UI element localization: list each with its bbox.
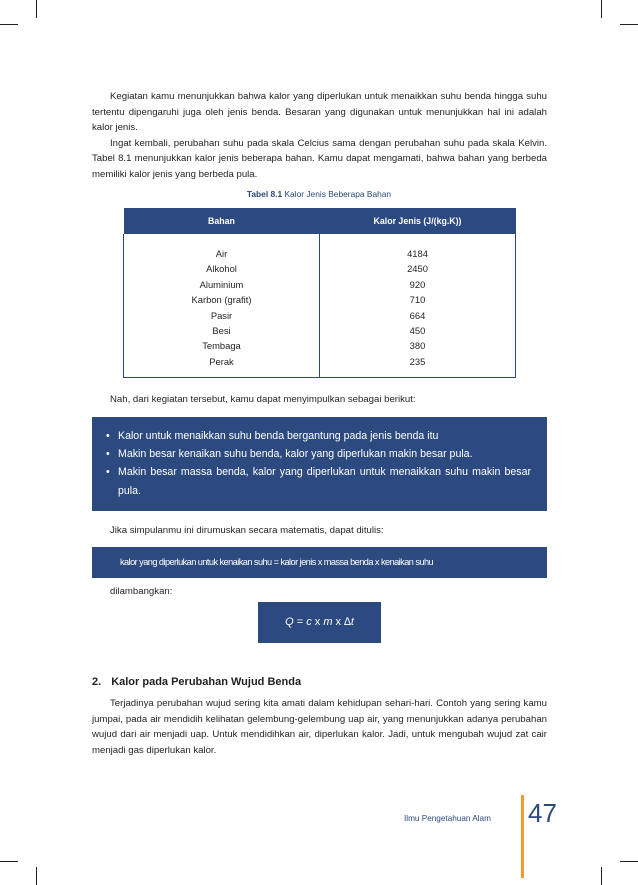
- crop-mark: [601, 867, 602, 885]
- equation-c: c: [306, 616, 312, 628]
- word-formula-box: kalor yang diperlukan untuk kenaikan suhu = kalor jenis x massa benda x kenaikan suhu: [92, 547, 547, 578]
- table-cell: Tembaga: [202, 340, 241, 352]
- summary-point-text: Kalor untuk menaikkan suhu benda bergantung pada jenis benda itu: [118, 430, 439, 442]
- equation-q: Q: [285, 616, 294, 628]
- table-cell: Aluminium: [199, 278, 244, 290]
- summary-box: [92, 417, 547, 511]
- symbol-intro: [92, 584, 547, 600]
- table-cell: 710: [409, 294, 426, 306]
- table-cell: 2450: [407, 263, 428, 275]
- summary-list: [106, 427, 531, 500]
- bullet: •: [106, 466, 110, 479]
- footer-subject: Ilmu Pengetahuan Alam: [404, 814, 491, 823]
- footer-divider: [521, 795, 524, 878]
- table-cell: 380: [409, 340, 426, 352]
- bullet: •: [106, 448, 110, 461]
- equation-times: x: [311, 616, 324, 628]
- equation-times: x: [332, 616, 345, 628]
- summary-point: [106, 463, 531, 499]
- column-header-specific-heat: Kalor Jenis (J/(kg.K)): [320, 208, 516, 234]
- specific-heat-column: [320, 234, 516, 378]
- crop-mark: [0, 861, 18, 862]
- equation-m: m: [323, 616, 333, 628]
- table-cell: 235: [409, 355, 426, 367]
- table-caption-text: Kalor Jenis Beberapa Bahan: [282, 189, 392, 199]
- table-cell: Karbon (grafit): [191, 294, 252, 306]
- table-header-row: [124, 208, 516, 234]
- equation-equals: =: [293, 616, 307, 628]
- bullet: •: [106, 430, 110, 442]
- summary-point-text: Makin besar kenaikan suhu benda, kalor yang diperlukan makin besar pula.: [118, 448, 473, 461]
- intro-paragraph-1: Kegiatan kamu menunjukkan bahwa kalor yang diperlukan untuk menaikkan suhu benda hingga suhu tertentu dipengaruhi juga oleh jenis benda. Besaran yang digunakan untuk menunjukkan hal ini adalah kalor jenis.: [92, 91, 547, 134]
- symbol-intro-text: dilambangkan:: [110, 586, 173, 597]
- table-cell: Perak: [209, 355, 234, 367]
- table-cell: Pasir: [210, 309, 233, 321]
- intro-paragraph-2: Ingat kembali, perubahan suhu pada skala Celcius sama dengan perubahan suhu pada skala Kelvin. Tabel 8.1 menunjukkan kalor jenis beberapa bahan. Kamu dapat mengamati, bahwa bahan yang berbeda memiliki kalor jenis yang berbeda pula.: [92, 137, 547, 180]
- crop-mark: [36, 867, 37, 885]
- crop-mark: [620, 861, 638, 862]
- crop-mark: [620, 24, 638, 25]
- table-caption: [123, 189, 515, 199]
- summary-point: [106, 427, 531, 445]
- table-cell: 450: [409, 325, 426, 337]
- crop-mark: [0, 24, 18, 25]
- summary-point: [106, 445, 531, 463]
- section-paragraph: Terjadinya perubahan wujud sering kita amati dalam kehidupan sehari-hari. Contoh yang sering kamu jumpai, pada air mendidih kelihatan gelembung-gelembung uap air, yang menunjukkan adanya perubahan wujud dari air menjadi uap. Untuk mendidihkan air, diperlukan kalor. Jadi, untuk mengubah wujud zat cair menjadi gas diperlukan kalor.: [92, 698, 547, 756]
- table-cell: Air: [215, 248, 228, 259]
- table-cell: 920: [409, 278, 426, 290]
- conclusion-intro: [92, 392, 547, 408]
- crop-mark: [36, 0, 37, 18]
- intro-text: [92, 89, 547, 183]
- table-caption-label: Tabel 8.1: [246, 189, 283, 199]
- table-cell: 664: [409, 309, 426, 321]
- section-number: 2.: [92, 676, 102, 688]
- table-cell: Besi: [212, 325, 231, 337]
- table-cell: Alkohol: [206, 263, 237, 275]
- equation-box: [258, 602, 381, 643]
- column-header-material: Bahan: [124, 208, 320, 234]
- material-column: [124, 234, 320, 378]
- equation-delta-t: ∆t: [344, 616, 354, 628]
- specific-heat-table: [123, 208, 516, 378]
- crop-mark: [601, 0, 602, 18]
- conclusion-intro-text: Nah, dari kegiatan tersebut, kamu dapat menyimpulkan sebagai berikut:: [110, 394, 416, 405]
- table-cell: 4184: [407, 248, 428, 259]
- section-body: [92, 696, 547, 758]
- page-number: 47: [528, 798, 557, 828]
- formula-intro-text: Jika simpulanmu ini dirumuskan secara matematis, dapat ditulis:: [110, 525, 384, 536]
- table-row: [124, 234, 516, 378]
- section-title: Kalor pada Perubahan Wujud Benda: [111, 676, 302, 688]
- summary-point-text: Makin besar massa benda, kalor yang diperlukan untuk menaikkan suhu makin besar pula.: [118, 466, 531, 497]
- section-heading: [92, 676, 301, 688]
- formula-intro: [92, 523, 547, 539]
